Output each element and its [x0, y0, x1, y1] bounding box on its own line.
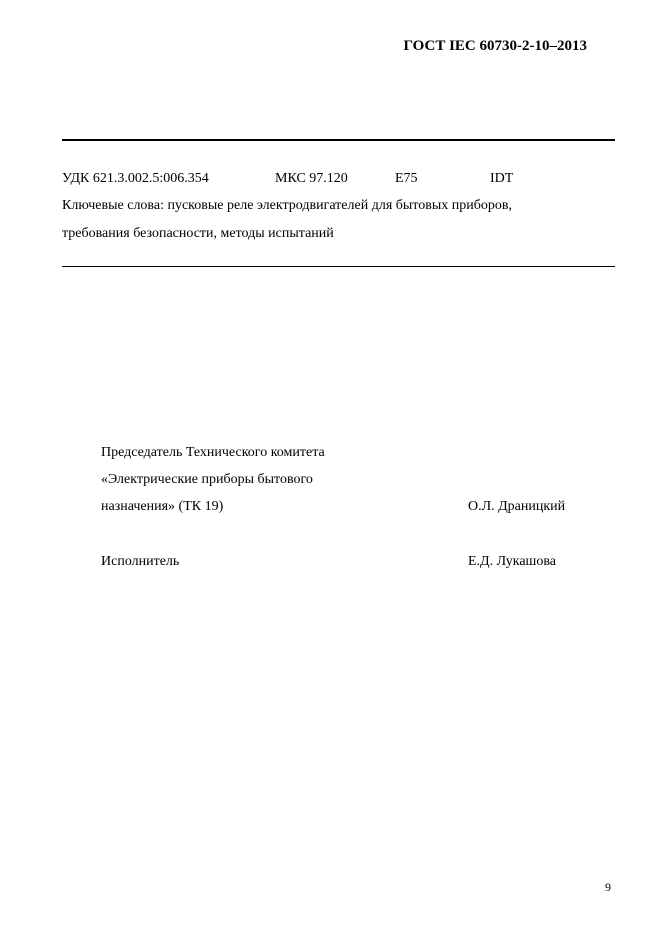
committee-chair-title-line-1: Председатель Технического комитета	[101, 445, 325, 460]
committee-chair-title-line-2: «Электрические приборы бытового	[101, 472, 313, 487]
udk-code: УДК 621.3.002.5:006.354	[62, 171, 209, 186]
harmonization-degree: IDT	[490, 171, 514, 186]
mks-code: МКС 97.120	[275, 171, 348, 186]
keywords-line-1: Ключевые слова: пусковые реле электродвигателей для бытовых приборов,	[62, 198, 512, 213]
bottom-divider	[62, 266, 615, 267]
committee-chair-title-line-3: назначения» (ТК 19)	[101, 499, 224, 514]
keywords-line-2: требования безопасности, методы испытаний	[62, 226, 334, 241]
okp-code: E75	[395, 171, 418, 186]
committee-chair-name: О.Л. Драницкий	[468, 499, 566, 514]
document-standard-number: ГОСТ IEC 60730-2-10–2013	[403, 38, 587, 54]
executor-role: Исполнитель	[101, 554, 180, 569]
top-divider	[62, 139, 615, 141]
executor-name: Е.Д. Лукашова	[468, 554, 556, 569]
page-number: 9	[605, 880, 611, 894]
